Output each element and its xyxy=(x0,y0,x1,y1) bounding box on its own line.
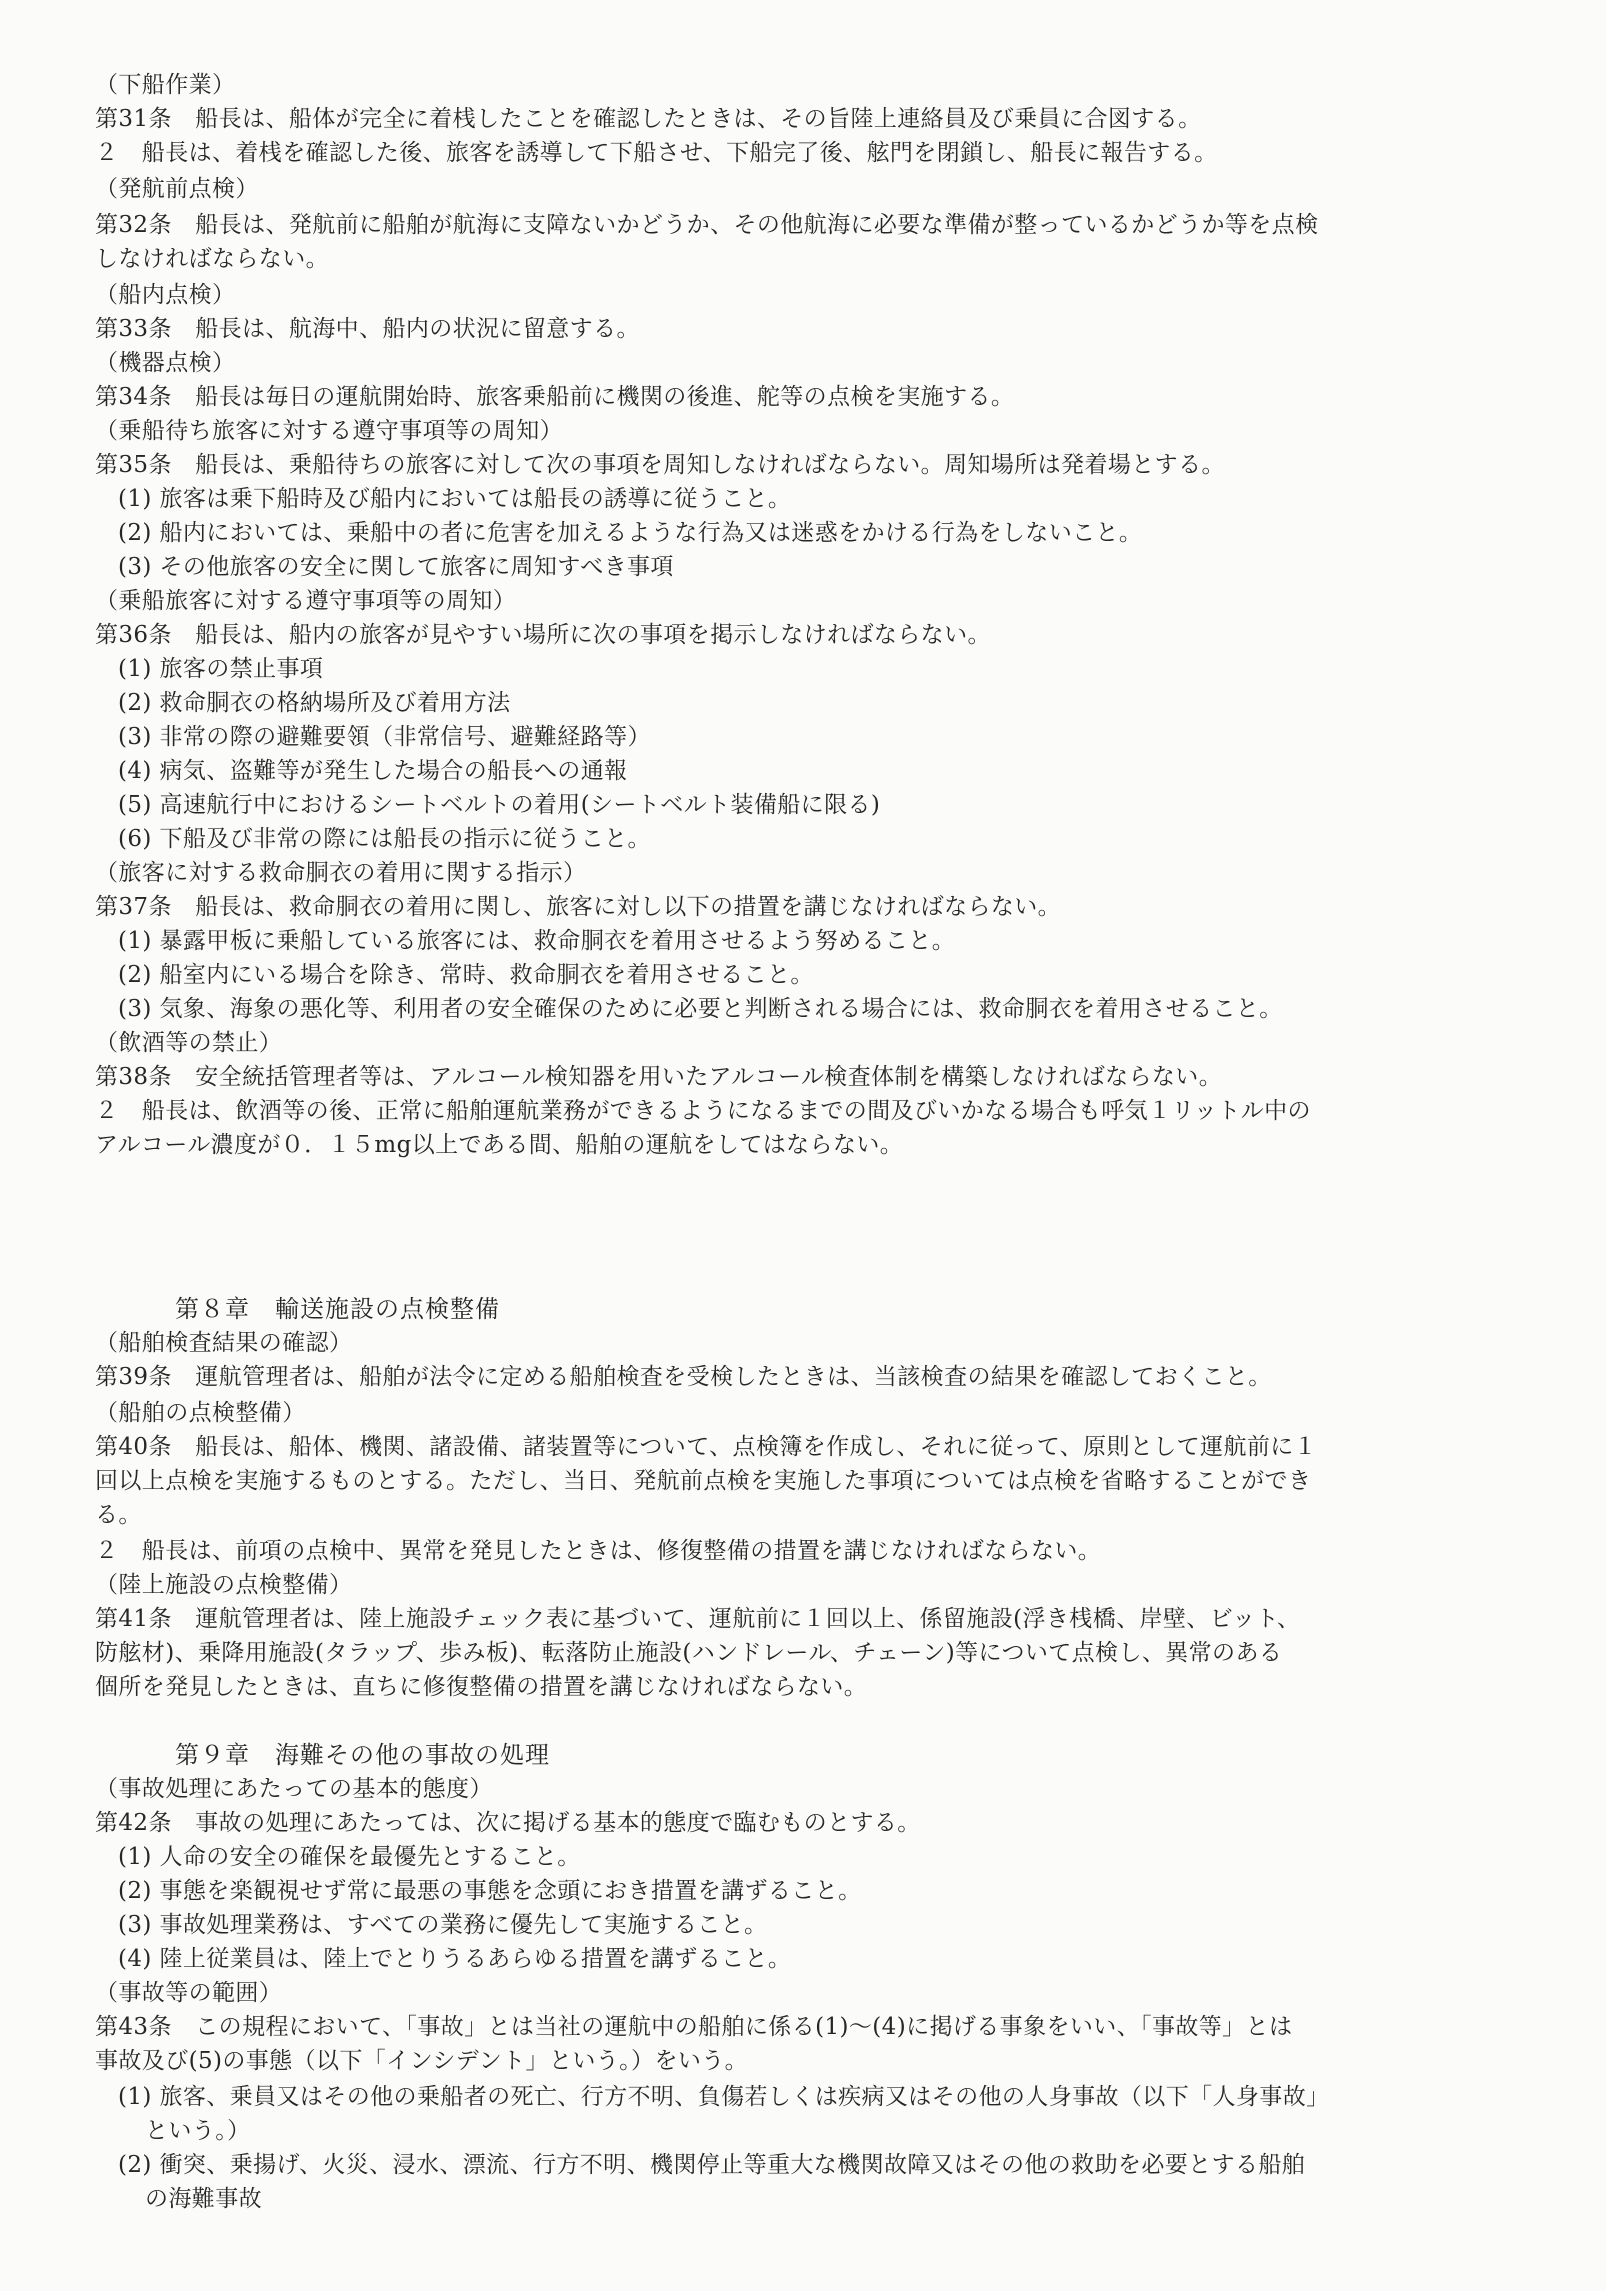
article-38-p2-cont: アルコール濃度が０．１５mg以上である間、船舶の運航をしてはならない。 xyxy=(95,1132,904,1158)
article-36: 第36条 船長は、船内の旅客が見やすい場所に次の事項を掲示しなければならない。 xyxy=(95,622,991,648)
article-35-item-1: (1) 旅客は乗下船時及び船内においては船長の誘導に従うこと。 xyxy=(118,486,792,512)
article-43-cont: 事故及び(5)の事態（以下「インシデント」という。）をいう。 xyxy=(95,2048,749,2074)
article-35: 第35条 船長は、乗船待ちの旅客に対して次の事項を周知しなければならない。周知場所は発着場とする。 xyxy=(95,452,1225,478)
heading-ship-maintenance: （船舶の点検整備） xyxy=(95,1400,306,1426)
article-40-p2: ２ 船長は、前項の点検中、異常を発見したときは、修復整備の措置を講じなければならない。 xyxy=(95,1538,1102,1564)
heading-basic-attitude: （事故処理にあたっての基本的態度） xyxy=(95,1776,493,1802)
article-37-item-1: (1) 暴露甲板に乗船している旅客には、救命胴衣を着用させるよう努めること。 xyxy=(118,928,956,954)
article-36-item-3: (3) 非常の際の避難要領（非常信号、避難経路等） xyxy=(118,724,651,750)
article-31-p2: ２ 船長は、着桟を確認した後、旅客を誘導して下船させ、下船完了後、舷門を閉鎖し、船長に報告する。 xyxy=(95,140,1218,166)
article-42: 第42条 事故の処理にあたっては、次に掲げる基本的態度で臨むものとする。 xyxy=(95,1810,921,1836)
article-37-item-3: (3) 気象、海象の悪化等、利用者の安全確保のために必要と判断される場合には、救命胴衣を着用させること。 xyxy=(118,996,1283,1022)
article-36-item-5: (5) 高速航行中におけるシートベルトの着用(シートベルト装備船に限る) xyxy=(118,792,881,818)
heading-predeparture-inspection: （発航前点検） xyxy=(95,176,259,202)
article-43-item-2-cont: の海難事故 xyxy=(145,2186,262,2212)
article-32: 第32条 船長は、発航前に船舶が航海に支障ないかどうか、その他航海に必要な準備が整っているかどうか等を点検 xyxy=(95,212,1319,238)
article-33: 第33条 船長は、航海中、船内の状況に留意する。 xyxy=(95,316,640,342)
article-34: 第34条 船長は毎日の運航開始時、旅客乗船前に機関の後進、舵等の点検を実施する。 xyxy=(95,384,1015,410)
article-42-item-2: (2) 事態を楽観視せず常に最悪の事態を念頭におき措置を講ずること。 xyxy=(118,1878,862,1904)
article-42-item-3: (3) 事故処理業務は、すべての業務に優先して実施すること。 xyxy=(118,1912,768,1938)
article-40: 第40条 船長は、船体、機関、諸設備、諸装置等について、点検簿を作成し、それに従って、原則として運航前に１ xyxy=(95,1434,1318,1460)
heading-drinking-prohibition: （飲酒等の禁止） xyxy=(95,1030,283,1056)
article-40-cont-1: 回以上点検を実施するものとする。ただし、当日、発航前点検を実施した事項については点検を省略することができ xyxy=(95,1468,1312,1494)
heading-disembark-work: （下船作業） xyxy=(95,72,236,98)
article-43-item-1: (1) 旅客、乗員又はその他の乗船者の死亡、行方不明、負傷若しくは疾病又はその他の人身事故（以下「人身事故」 xyxy=(118,2084,1330,2110)
article-36-item-2: (2) 救命胴衣の格納場所及び着用方法 xyxy=(118,690,511,716)
heading-onboard-inspection: （船内点検） xyxy=(95,282,236,308)
article-37-item-2: (2) 船室内にいる場合を除き、常時、救命胴衣を着用させること。 xyxy=(118,962,814,988)
article-43-item-1-cont: という。） xyxy=(145,2118,251,2144)
article-42-item-4: (4) 陸上従業員は、陸上でとりうるあらゆる措置を講ずること。 xyxy=(118,1946,792,1972)
article-40-cont-2: る。 xyxy=(95,1502,142,1528)
article-32-cont: しなければならない。 xyxy=(95,246,329,272)
article-36-item-1: (1) 旅客の禁止事項 xyxy=(118,656,324,682)
article-38-p2: ２ 船長は、飲酒等の後、正常に船舶運航業務ができるようになるまでの間及びいかなる場合も呼気１リットル中の xyxy=(95,1098,1311,1124)
article-39: 第39条 運航管理者は、船舶が法令に定める船舶検査を受検したときは、当該検査の結果を確認しておくこと。 xyxy=(95,1364,1272,1390)
heading-land-facility-maintenance: （陸上施設の点検整備） xyxy=(95,1572,353,1598)
article-41-cont-2: 個所を発見したときは、直ちに修復整備の措置を講じなければならない。 xyxy=(95,1674,868,1700)
article-31: 第31条 船長は、船体が完全に着桟したことを確認したときは、その旨陸上連絡員及び乗員に合図する。 xyxy=(95,106,1202,132)
article-41: 第41条 運航管理者は、陸上施設チェック表に基づいて、運航前に１回以上、係留施設(浮き桟橋、岸壁、ビット、 xyxy=(95,1606,1301,1632)
heading-onboard-passengers: （乗船旅客に対する遵守事項等の周知） xyxy=(95,588,517,614)
chapter-8-title: 第８章 輸送施設の点検整備 xyxy=(175,1295,500,1323)
article-37: 第37条 船長は、救命胴衣の着用に関し、旅客に対し以下の措置を講じなければならない。 xyxy=(95,894,1062,920)
article-41-cont-1: 防舷材)、乗降用施設(タラップ、歩み板)、転落防止施設(ハンドレール、チェーン)等について点検し、異常のある xyxy=(95,1640,1283,1666)
article-36-item-4: (4) 病気、盗難等が発生した場合の船長への通報 xyxy=(118,758,628,784)
article-35-item-2: (2) 船内においては、乗船中の者に危害を加えるような行為又は迷惑をかける行為をしないこと。 xyxy=(118,520,1143,546)
article-43: 第43条 この規程において、「事故」とは当社の運航中の船舶に係る(1)～(4)に掲げる事象をいい、「事故等」とは xyxy=(95,2014,1293,2040)
heading-waiting-passengers: （乗船待ち旅客に対する遵守事項等の周知） xyxy=(95,418,563,444)
article-42-item-1: (1) 人命の安全の確保を最優先とすること。 xyxy=(118,1844,581,1870)
article-36-item-6: (6) 下船及び非常の際には船長の指示に従うこと。 xyxy=(118,826,651,852)
heading-accident-scope: （事故等の範囲） xyxy=(95,1980,283,2006)
heading-lifejacket-instructions: （旅客に対する救命胴衣の着用に関する指示） xyxy=(95,860,587,886)
article-43-item-2: (2) 衝突、乗揚げ、火災、浸水、漂流、行方不明、機関停止等重大な機関故障又はその他の救助を必要とする船舶 xyxy=(118,2152,1306,2178)
heading-ship-inspection-results: （船舶検査結果の確認） xyxy=(95,1330,353,1356)
chapter-9-title: 第９章 海難その他の事故の処理 xyxy=(175,1741,550,1769)
article-35-item-3: (3) その他旅客の安全に関して旅客に周知すべき事項 xyxy=(118,554,674,580)
article-38: 第38条 安全統括管理者等は、アルコール検知器を用いたアルコール検査体制を構築しなければならない。 xyxy=(95,1064,1223,1090)
heading-equipment-inspection: （機器点検） xyxy=(95,350,236,376)
